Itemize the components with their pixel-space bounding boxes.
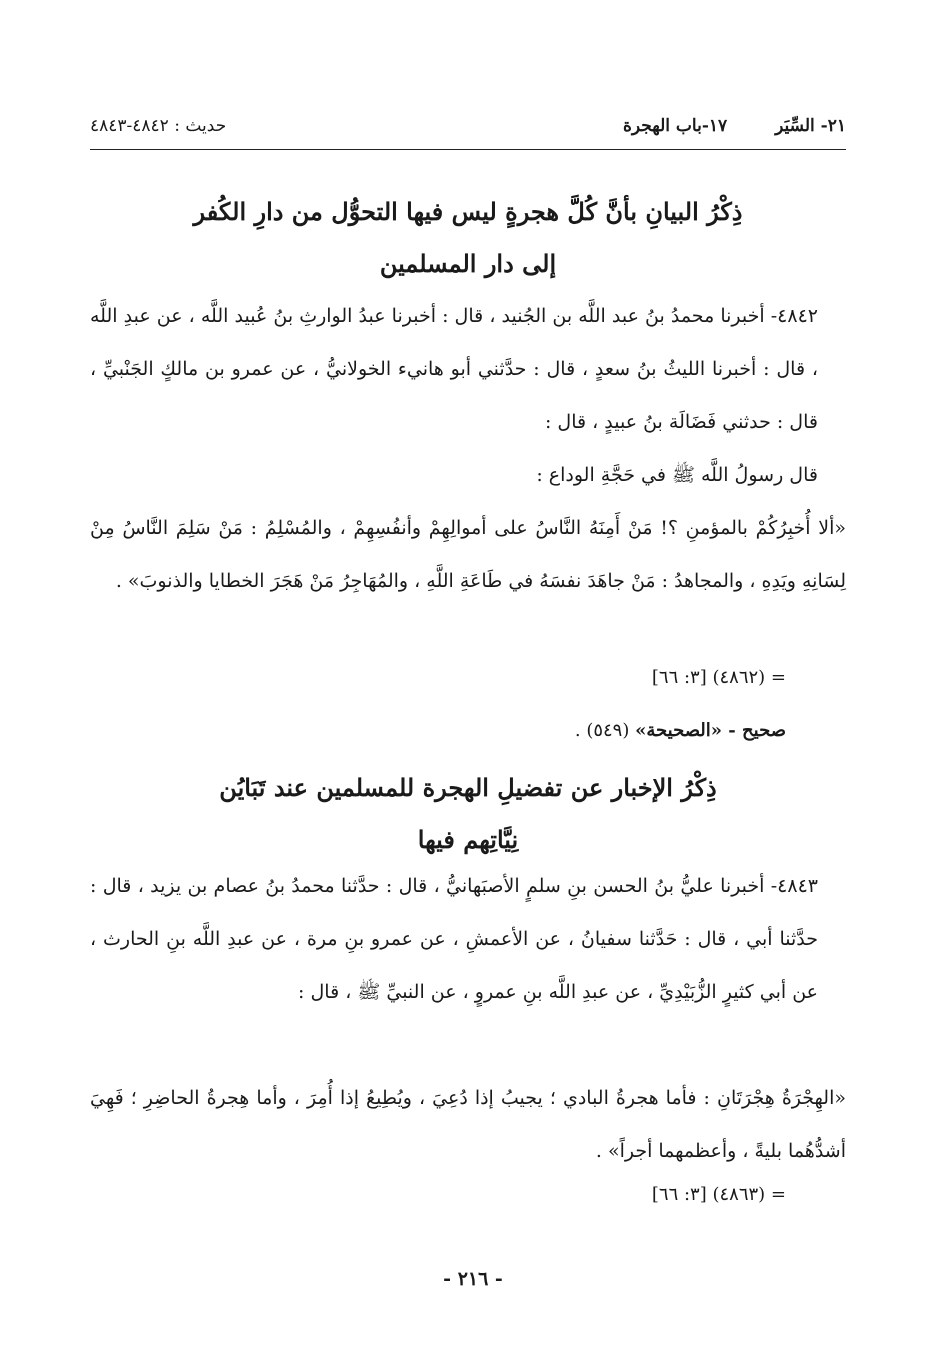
grade-label: صحيح - «الصحيحة» xyxy=(635,720,786,741)
hadith-4842-grade xyxy=(575,720,786,741)
header-chapter: ١٧-باب الهجرة xyxy=(623,116,728,136)
hadith-4842-intro: قال رسولُ اللَّه ﷺ في حَجَّةِ الوداع : xyxy=(536,464,818,486)
hadith-4842-reference: = (٤٨٦٢) [٣: ٦٦] xyxy=(651,667,786,688)
running-header xyxy=(90,112,846,146)
header-book-chapter xyxy=(623,116,846,136)
section-heading-2-line1: ذِكْرُ الإخبار عن تفضيلِ الهجرة للمسلمين عند تَبَايُن xyxy=(219,773,717,802)
grade-reference: (٥٤٩) . xyxy=(574,720,630,741)
section-heading-2-line2: نِيَّاتِهم فيها xyxy=(417,825,519,854)
hadith-4843-reference: = (٤٨٦٣) [٣: ٦٦] xyxy=(651,1184,786,1205)
section-heading-1 xyxy=(90,186,846,290)
page-number: - ٢١٦ - xyxy=(443,1268,503,1290)
header-divider xyxy=(90,149,846,150)
header-hadith-range: حديث : ٤٨٤٢-٤٨٤٣ xyxy=(90,116,227,136)
hadith-4842-matn: «ألا أُخبِرُكُمْ بالمؤمنِ ؟! مَنْ أَمِنَهُ النَّاسُ على أموالِهِمْ وأنفُسِهِمْ ، والمُسْلِمُ : مَنْ سَلِمَ النَّاسُ مِنْ لِسَانِهِ ويَدِهِ ، والمجاهدُ : مَنْ جاهَدَ نفسَهُ في طَاعَةِ اللَّهِ ، والمُهَاجِرُ مَنْ هَجَرَ الخطايا والذنوبَ» . xyxy=(90,517,846,592)
hadith-4842-isnad: ٤٨٤٢- أخبرنا محمدُ بنُ عبد اللَّه بن الجُنيد ، قال : أخبرنا عبدُ الوارثِ بنُ عُبيد اللَّه ، عن عبدِ اللَّه ، قال : أخبرنا الليثُ بنُ سعدٍ ، قال : حدَّثني أبو هانيء الخولانيُّ ، عن عمرو بن مالكٍ الجَنْبيِّ ، قال : حدثني فَضَالَة بنُ عبيدٍ ، قال : xyxy=(90,305,818,433)
section-heading-2 xyxy=(90,762,846,866)
hadith-4843-isnad: ٤٨٤٣- أخبرنا عليُّ بنُ الحسن بنِ سلمٍ الأصبَهانيُّ ، قال : حدَّثنا محمدُ بنُ عصام بن يزيد ، قال : حدَّثنا أبي ، قال : حَدَّثنا سفيانُ ، عن الأعمشِ ، عن عمرو بنِ مرة ، عن عبدِ اللَّه بنِ الحارث ، عن أبي كثيرٍ الزُّبَيْدِيِّ ، عن عبدِ اللَّه بنِ عمروٍ ، عن النبيِّ ﷺ ، قال : xyxy=(90,875,818,1003)
hadith-4843-matn: «الهِجْرَةُ هِجْرَتَانِ : فأما هجرةُ البادي ؛ يجيبُ إذا دُعِيَ ، ويُطِيعُ إذا أُمِرَ ، وأما هِجرةُ الحاضِرِ ؛ فَهِيَ أشدُّهُما بليةً ، وأعظمهما أجراً» . xyxy=(90,1087,846,1162)
section-heading-1-line2: إلى دار المسلمين xyxy=(379,249,557,278)
section-heading-1-line1: ذِكْرُ البيانِ بأنَّ كُلَّ هجرةٍ ليس فيها التحوُّل من دارِ الكُفر xyxy=(193,197,743,226)
header-book: ٢١- السِّيَر xyxy=(775,116,846,136)
